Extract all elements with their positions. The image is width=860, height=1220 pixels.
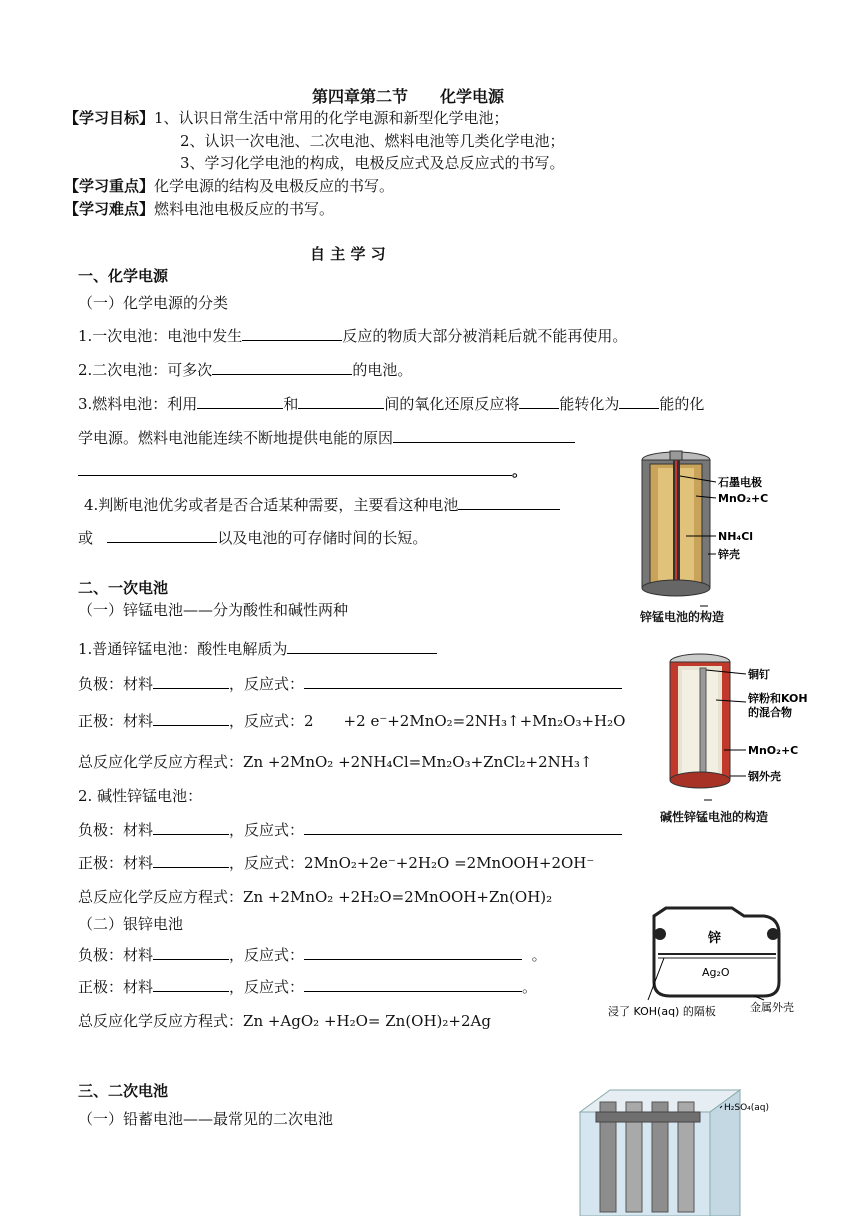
fill-blank[interactable] (304, 976, 522, 992)
learning-focus (64, 175, 394, 196)
fill-blank[interactable] (153, 819, 229, 835)
zinc-manganese-cell-figure (636, 446, 786, 628)
s1-line3: 3.燃料电池：利用 和 间的氧化还原反应将 能转化为 能的化 (78, 395, 705, 413)
fill-blank[interactable] (619, 393, 659, 409)
s1-line7: 或 以及电池的可存储时间的长短。 (78, 529, 428, 547)
s2-pos1: 正极：材料 ，反应式：2 +2 e⁻+2MnO₂=2NH₃↑+Mn₂O₃+H₂O (78, 712, 626, 730)
focus-text: 化学电源的结构及电极反应的书写。 (154, 177, 395, 195)
goal-item: 1、认识日常生活中常用的化学电源和新型化学电池； (154, 109, 509, 127)
s2-total2: 总反应化学反应方程式：Zn +2MnO₂ +2H₂O=2MnOOH+Zn(OH)₂ (78, 888, 553, 906)
label-mno2: MnO₂+C (718, 492, 769, 505)
page-title: 第四章第二节 化学电源 (312, 87, 505, 106)
goals-label: 【学习目标】 (64, 109, 155, 127)
label-nh4cl: NH₄Cl (718, 530, 754, 543)
label-separator: 浸了 KOH(aq) 的隔板 (608, 1005, 716, 1018)
fill-blank[interactable] (393, 427, 575, 443)
label-mixture: 的混合物 (748, 706, 792, 719)
s2-total3: 总反应化学反应方程式：Zn +AgO₂ +H₂O= Zn(OH)₂+2Ag (78, 1012, 491, 1030)
fill-blank[interactable] (458, 494, 560, 510)
label-graphite: 石墨电极 (718, 476, 762, 489)
fill-blank[interactable] (78, 460, 512, 476)
figure-caption: 锌锰电池的构造 (640, 610, 725, 624)
silver-zinc-cell-figure (604, 904, 824, 1024)
fill-blank[interactable] (153, 852, 229, 868)
s2-pos2: 正极：材料 ，反应式：2MnO₂+2e⁻+2H₂O =2MnOOH+2OH⁻ (78, 854, 595, 872)
section3-heading: 三、二次电池 (78, 1082, 169, 1100)
s2-neg2: 负极：材料 ，反应式： (78, 819, 622, 840)
section3-sub: （一）铅蓄电池——最常见的二次电池 (78, 1110, 334, 1128)
difficulty-label: 【学习难点】 (64, 200, 155, 218)
label-metal-shell: 金属外壳 (750, 1001, 794, 1014)
fill-blank[interactable] (153, 710, 229, 726)
s1-line5: 。 (78, 460, 527, 481)
label-zinc: 锌 (708, 931, 722, 946)
fill-blank[interactable] (298, 393, 384, 409)
label-h2so4: H₂SO₄(aq) (724, 1103, 770, 1113)
fill-blank[interactable] (153, 673, 229, 689)
s1-line6: 4.判断电池优劣或者是否合适某种需要，主要看这种电池 (84, 494, 560, 515)
fill-blank[interactable] (107, 527, 217, 543)
learning-difficulty (64, 198, 334, 219)
fill-blank[interactable] (304, 944, 522, 960)
lead-acid-battery-figure (570, 1082, 770, 1216)
s1-line4: 学电源。燃料电池能连续不断地提供电能的原因 (78, 427, 575, 448)
s2-alkaline-heading: 2. 碱性锌锰电池： (78, 787, 203, 805)
fill-blank[interactable] (519, 393, 559, 409)
alkaline-cell-figure (660, 650, 840, 830)
fill-blank[interactable] (304, 819, 622, 835)
label-zinc-koh: 锌粉和KOH (748, 692, 808, 705)
fill-blank[interactable] (304, 673, 622, 689)
s1-line2: 2.二次电池：可多次 的电池。 (78, 361, 413, 379)
label-ag2o: Ag₂O (702, 966, 730, 979)
learning-goals (64, 107, 509, 128)
self-study-heading: 自 主 学 习 (310, 245, 386, 263)
fill-blank[interactable] (153, 976, 229, 992)
label-copper-nail: 铜钉 (748, 668, 770, 681)
s1-line1: 1.一次电池：电池中发生 反应的物质大部分被消耗后就不能再使用。 (78, 327, 628, 345)
fill-blank[interactable] (153, 944, 229, 960)
label-steel-shell: 钢外壳 (748, 770, 781, 783)
section1-sub: （一）化学电源的分类 (78, 294, 229, 312)
difficulty-text: 燃料电池电极反应的书写。 (154, 200, 335, 218)
section2-sub1: （一）锌锰电池——分为酸性和碱性两种 (78, 601, 349, 619)
s2-total1: 总反应化学反应方程式：Zn +2MnO₂ +2NH₄Cl=Mn₂O₃+ZnCl₂+2NH₃↑ (78, 753, 593, 771)
fill-blank[interactable] (287, 638, 437, 654)
s2-neg3: 负极：材料 ，反应式： 。 (78, 946, 547, 964)
fill-blank[interactable] (242, 325, 342, 341)
figure-caption: 碱性锌锰电池的构造 (660, 810, 769, 824)
fill-blank[interactable] (197, 393, 283, 409)
section1-heading: 一、化学电源 (78, 267, 169, 285)
section2-sub2: （二）银锌电池 (78, 915, 184, 933)
s2-pos3: 正极：材料 ，反应式： 。 (78, 978, 538, 996)
goal-item: 3、学习化学电池的构成，电极反应式及总反应式的书写。 (180, 154, 565, 172)
s2-neg1: 负极：材料 ，反应式： (78, 673, 622, 694)
section2-heading: 二、一次电池 (78, 579, 169, 597)
focus-label: 【学习重点】 (64, 177, 155, 195)
s2-line1: 1.普通锌锰电池：酸性电解质为 (78, 638, 437, 659)
goal-item: 2、认识一次电池、二次电池、燃料电池等几类化学电池； (180, 132, 565, 150)
label-mno2-c: MnO₂+C (748, 744, 799, 757)
label-zinc-shell: 锌壳 (718, 548, 740, 561)
fill-blank[interactable] (212, 359, 352, 375)
